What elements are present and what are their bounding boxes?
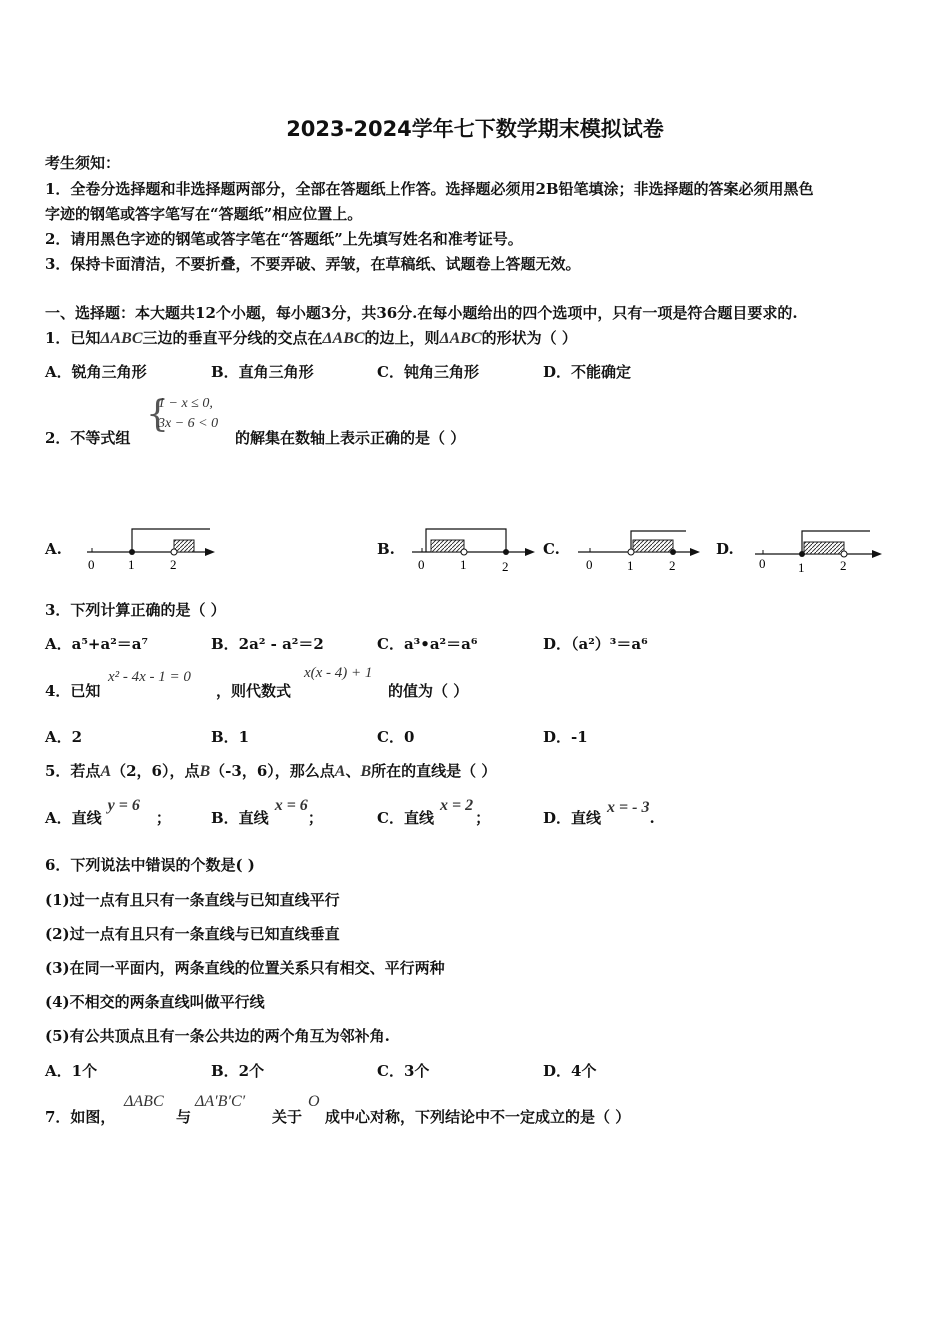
notice-line-1: 1．全卷分选择题和非选择题两部分，全部在答题纸上作答。选择题必须用2B铅笔填涂；非选择题的答案必须用黑色 [45, 180, 814, 198]
question-5-stem: 5．若点A（2，6），点B（-3，6），那么点A、B所在的直线是（ ） [45, 762, 497, 780]
question-3-stem: 3．下列计算正确的是（ ） [45, 601, 226, 619]
question-6-option-b[interactable]: B．2个 [211, 1062, 265, 1080]
question-3-option-b[interactable]: B．2a² - a²＝2 [211, 635, 324, 653]
question-1-option-c[interactable]: C．钝角三角形 [377, 363, 479, 381]
question-1-option-a[interactable]: A．锐角三角形 [45, 363, 147, 381]
tick-2: 2 [669, 558, 676, 573]
math-triangle-abc: ΔABC [100, 330, 143, 347]
question-4-option-a[interactable]: A．2 [45, 728, 83, 746]
statement-5: (5)有公共顶点且有一条公共边的两个角互为邻补角. [45, 1027, 390, 1045]
inequality-system: { 1 − x ≤ 0, 3x − 6 < 0 [146, 394, 219, 435]
question-2-option-a-label[interactable]: A. [45, 540, 62, 558]
tick-2: 2 [840, 558, 847, 573]
question-3-option-d[interactable]: D．（a²）³＝a⁶ [543, 635, 648, 653]
question-1-option-b[interactable]: B．直角三角形 [211, 363, 314, 381]
question-2-option-b-label[interactable]: B. [377, 540, 395, 558]
math-triangle-abc: ΔABC [439, 330, 482, 347]
question-6-option-d[interactable]: D．4个 [543, 1062, 597, 1080]
question-5-option-d[interactable]: D．直线x = - 3. [543, 799, 655, 827]
question-7-suffix: 成中心对称，下列结论中不一定成立的是（ ） [325, 1108, 631, 1126]
statement-3: (3)在同一平面内，两条直线的位置关系只有相交、平行两种 [45, 959, 445, 977]
inequality-1: 1 − x ≤ 0, [158, 396, 213, 411]
question-6-option-a[interactable]: A．1个 [45, 1062, 98, 1080]
notice-line-2: 字迹的钢笔或答字笔写在“答题纸”相应位置上。 [45, 205, 363, 223]
question-4-option-d[interactable]: D．-1 [543, 728, 588, 746]
question-7-about: 关于 [272, 1108, 303, 1126]
question-4-option-b[interactable]: B．1 [211, 728, 250, 746]
question-2-option-c-label[interactable]: C. [543, 540, 560, 558]
question-2-prefix: 2．不等式组 [45, 429, 131, 447]
math-triangle-a-prime: ΔA′B′C′ [195, 1093, 246, 1110]
question-7-prefix: 7．如图， [45, 1108, 116, 1126]
notice-line-4: 3．保持卡面清洁，不要折叠，不要弄破、弄皱，在草稿纸、试题卷上答题无效。 [45, 255, 581, 273]
notice-line-3: 2．请用黑色字迹的钢笔或答字笔在“答题纸”上先填写姓名和准考证号。 [45, 230, 523, 248]
tick-0: 0 [759, 556, 766, 571]
tick-1: 1 [627, 558, 634, 573]
question-1-option-d[interactable]: D．不能确定 [543, 363, 632, 381]
number-lines [0, 520, 950, 610]
question-2-option-d-label[interactable]: D. [716, 540, 734, 558]
statement-4: (4)不相交的两条直线叫做平行线 [45, 993, 265, 1011]
question-5-option-c[interactable]: C．直线x = 2； [377, 797, 491, 827]
question-4-suffix: 的值为（ ） [388, 682, 469, 700]
number-line-a [87, 529, 215, 572]
expression-1: x(x - 4) + 1 [304, 665, 373, 681]
tick-0: 0 [586, 557, 593, 572]
question-3-option-c[interactable]: C．a³•a²＝a⁶ [377, 635, 478, 653]
question-6-option-c[interactable]: C．3个 [377, 1062, 430, 1080]
number-line-c [578, 531, 700, 573]
question-2-suffix: 的解集在数轴上表示正确的是（ ） [235, 429, 466, 447]
tick-1: 1 [798, 560, 805, 575]
question-4-prefix: 4．已知 [45, 682, 101, 700]
math-triangle-abc: ΔABC [322, 330, 365, 347]
question-5-option-b[interactable]: B．直线x = 6； [211, 797, 323, 827]
math-triangle-abc: ΔABC [124, 1093, 164, 1110]
question-3-option-a[interactable]: A．a⁵+a²＝a⁷ [45, 635, 149, 653]
point-b: B [360, 763, 372, 780]
section-heading: 一、选择题：本大题共12个小题，每小题3分，共36分.在每小题给出的四个选项中，只有一项是符合题目要求的. [45, 304, 798, 322]
point-a: A [100, 763, 112, 780]
question-6-stem: 6．下列说法中错误的个数是( ) [45, 856, 255, 874]
equation-1: x² - 4x - 1 = 0 [108, 669, 191, 685]
question-4-option-c[interactable]: C．0 [377, 728, 415, 746]
tick-0: 0 [418, 557, 425, 572]
tick-0: 0 [88, 557, 95, 572]
question-4-middle: ，则代数式 [216, 682, 292, 700]
number-line-d [755, 531, 882, 575]
tick-2: 2 [170, 557, 177, 572]
point-a: A [334, 763, 346, 780]
statement-2: (2)过一点有且只有一条直线与已知直线垂直 [45, 925, 340, 943]
notice-heading: 考生须知： [45, 154, 121, 172]
tick-2: 2 [502, 559, 509, 574]
number-line-b [412, 529, 535, 574]
tick-1: 1 [128, 557, 135, 572]
inequality-2: 3x − 6 < 0 [158, 416, 219, 431]
question-7-and: 与 [176, 1108, 192, 1126]
tick-1: 1 [460, 557, 467, 572]
statement-1: (1)过一点有且只有一条直线与已知直线平行 [45, 891, 340, 909]
point-b: B [199, 763, 211, 780]
page-title: 2023-2024学年七下数学期末模拟试卷 [286, 117, 664, 141]
question-1-stem: 1．已知ΔABC三边的垂直平分线的交点在ΔABC的边上，则ΔABC的形状为（ ） [45, 329, 577, 347]
point-o: O [308, 1093, 320, 1110]
question-5-option-a[interactable]: A．直线y = 6； [45, 797, 171, 827]
